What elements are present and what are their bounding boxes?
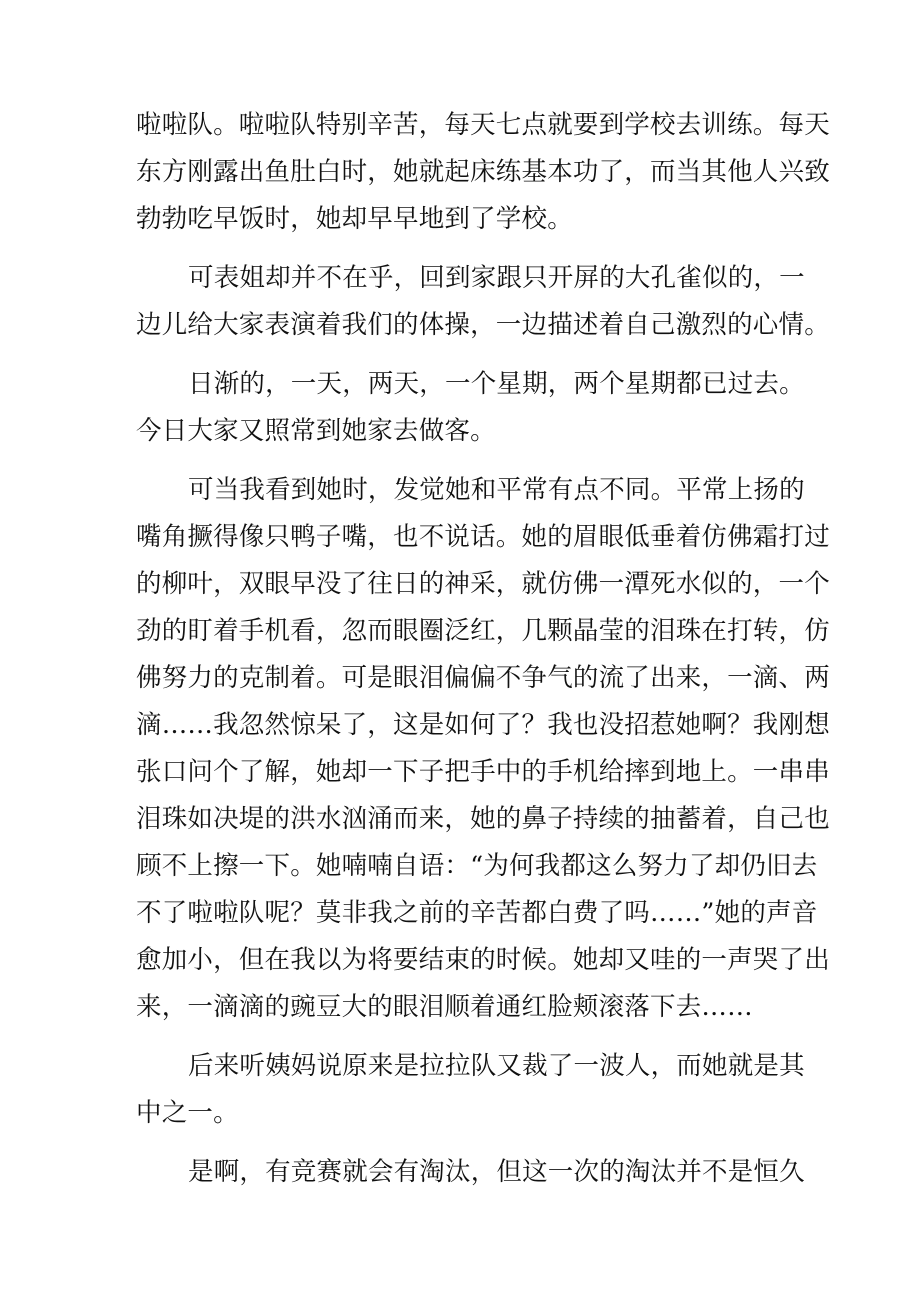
text-line: 不了啦啦队呢？莫非我之前的辛苦都白费了吗……”她的声音 xyxy=(136,898,818,928)
essay-text xyxy=(136,102,830,1196)
text-line: 来，一滴滴的豌豆大的眼泪顺着通红脸颊滚落下去…… xyxy=(136,992,753,1022)
text-line: 愈加小，但在我以为将要结束的时候。她却又哇的一声哭了出 xyxy=(136,945,830,975)
text-line: 嘴角撅得像只鸭子嘴，也不说话。她的眉眼低垂着仿佛霜打过 xyxy=(136,522,830,552)
text-line: 今日大家又照常到她家去做客。 xyxy=(136,416,496,446)
text-line: 中之一。 xyxy=(136,1098,239,1128)
text-line: 顾不上擦一下。她喃喃自语：“为何我都这么努力了却仍旧去 xyxy=(136,851,818,881)
text-line: 泪珠如决堤的洪水汹涌而来，她的鼻子持续的抽蓄着，自己也 xyxy=(136,804,830,834)
text-line: 东方刚露出鱼肚白时，她就起床练基本功了，而当其他人兴致 xyxy=(136,157,830,187)
paragraph-first-line: 后来听姨妈说原来是拉拉队又裁了一波人，而她就是其 xyxy=(188,1051,805,1081)
text-line: 的柳叶，双眼早没了往日的神采，就仿佛一潭死水似的，一个 xyxy=(136,569,830,599)
text-line: 滴……我忽然惊呆了，这是如何了？我也没招惹她啊？我刚想 xyxy=(136,710,830,740)
paragraph-first-line: 日渐的，一天，两天，一个星期，两个星期都已过去。 xyxy=(188,369,805,399)
paragraph-first-line: 可当我看到她时，发觉她和平常有点不同。平常上扬的 xyxy=(188,475,805,505)
text-line: 勃勃吃早饭时，她却早早地到了学校。 xyxy=(136,204,573,234)
text-line: 张口问个了解，她却一下子把手中的手机给摔到地上。一串串 xyxy=(136,757,830,787)
text-line: 啦啦队。啦啦队特别辛苦，每天七点就要到学校去训练。每天 xyxy=(136,110,830,140)
text-line: 边儿给大家表演着我们的体操，一边描述着自己激烈的心情。 xyxy=(136,310,830,340)
text-line: 佛努力的克制着。可是眼泪偏偏不争气的流了出来，一滴、两 xyxy=(136,663,830,693)
paragraph-first-line: 是啊，有竞赛就会有淘汰，但这一次的淘汰并不是恒久 xyxy=(188,1157,805,1187)
paragraph-first-line: 可表姐却并不在乎，回到家跟只开屏的大孔雀似的，一 xyxy=(188,263,805,293)
text-line: 劲的盯着手机看，忽而眼圈泛红，几颗晶莹的泪珠在打转，仿 xyxy=(136,616,830,646)
